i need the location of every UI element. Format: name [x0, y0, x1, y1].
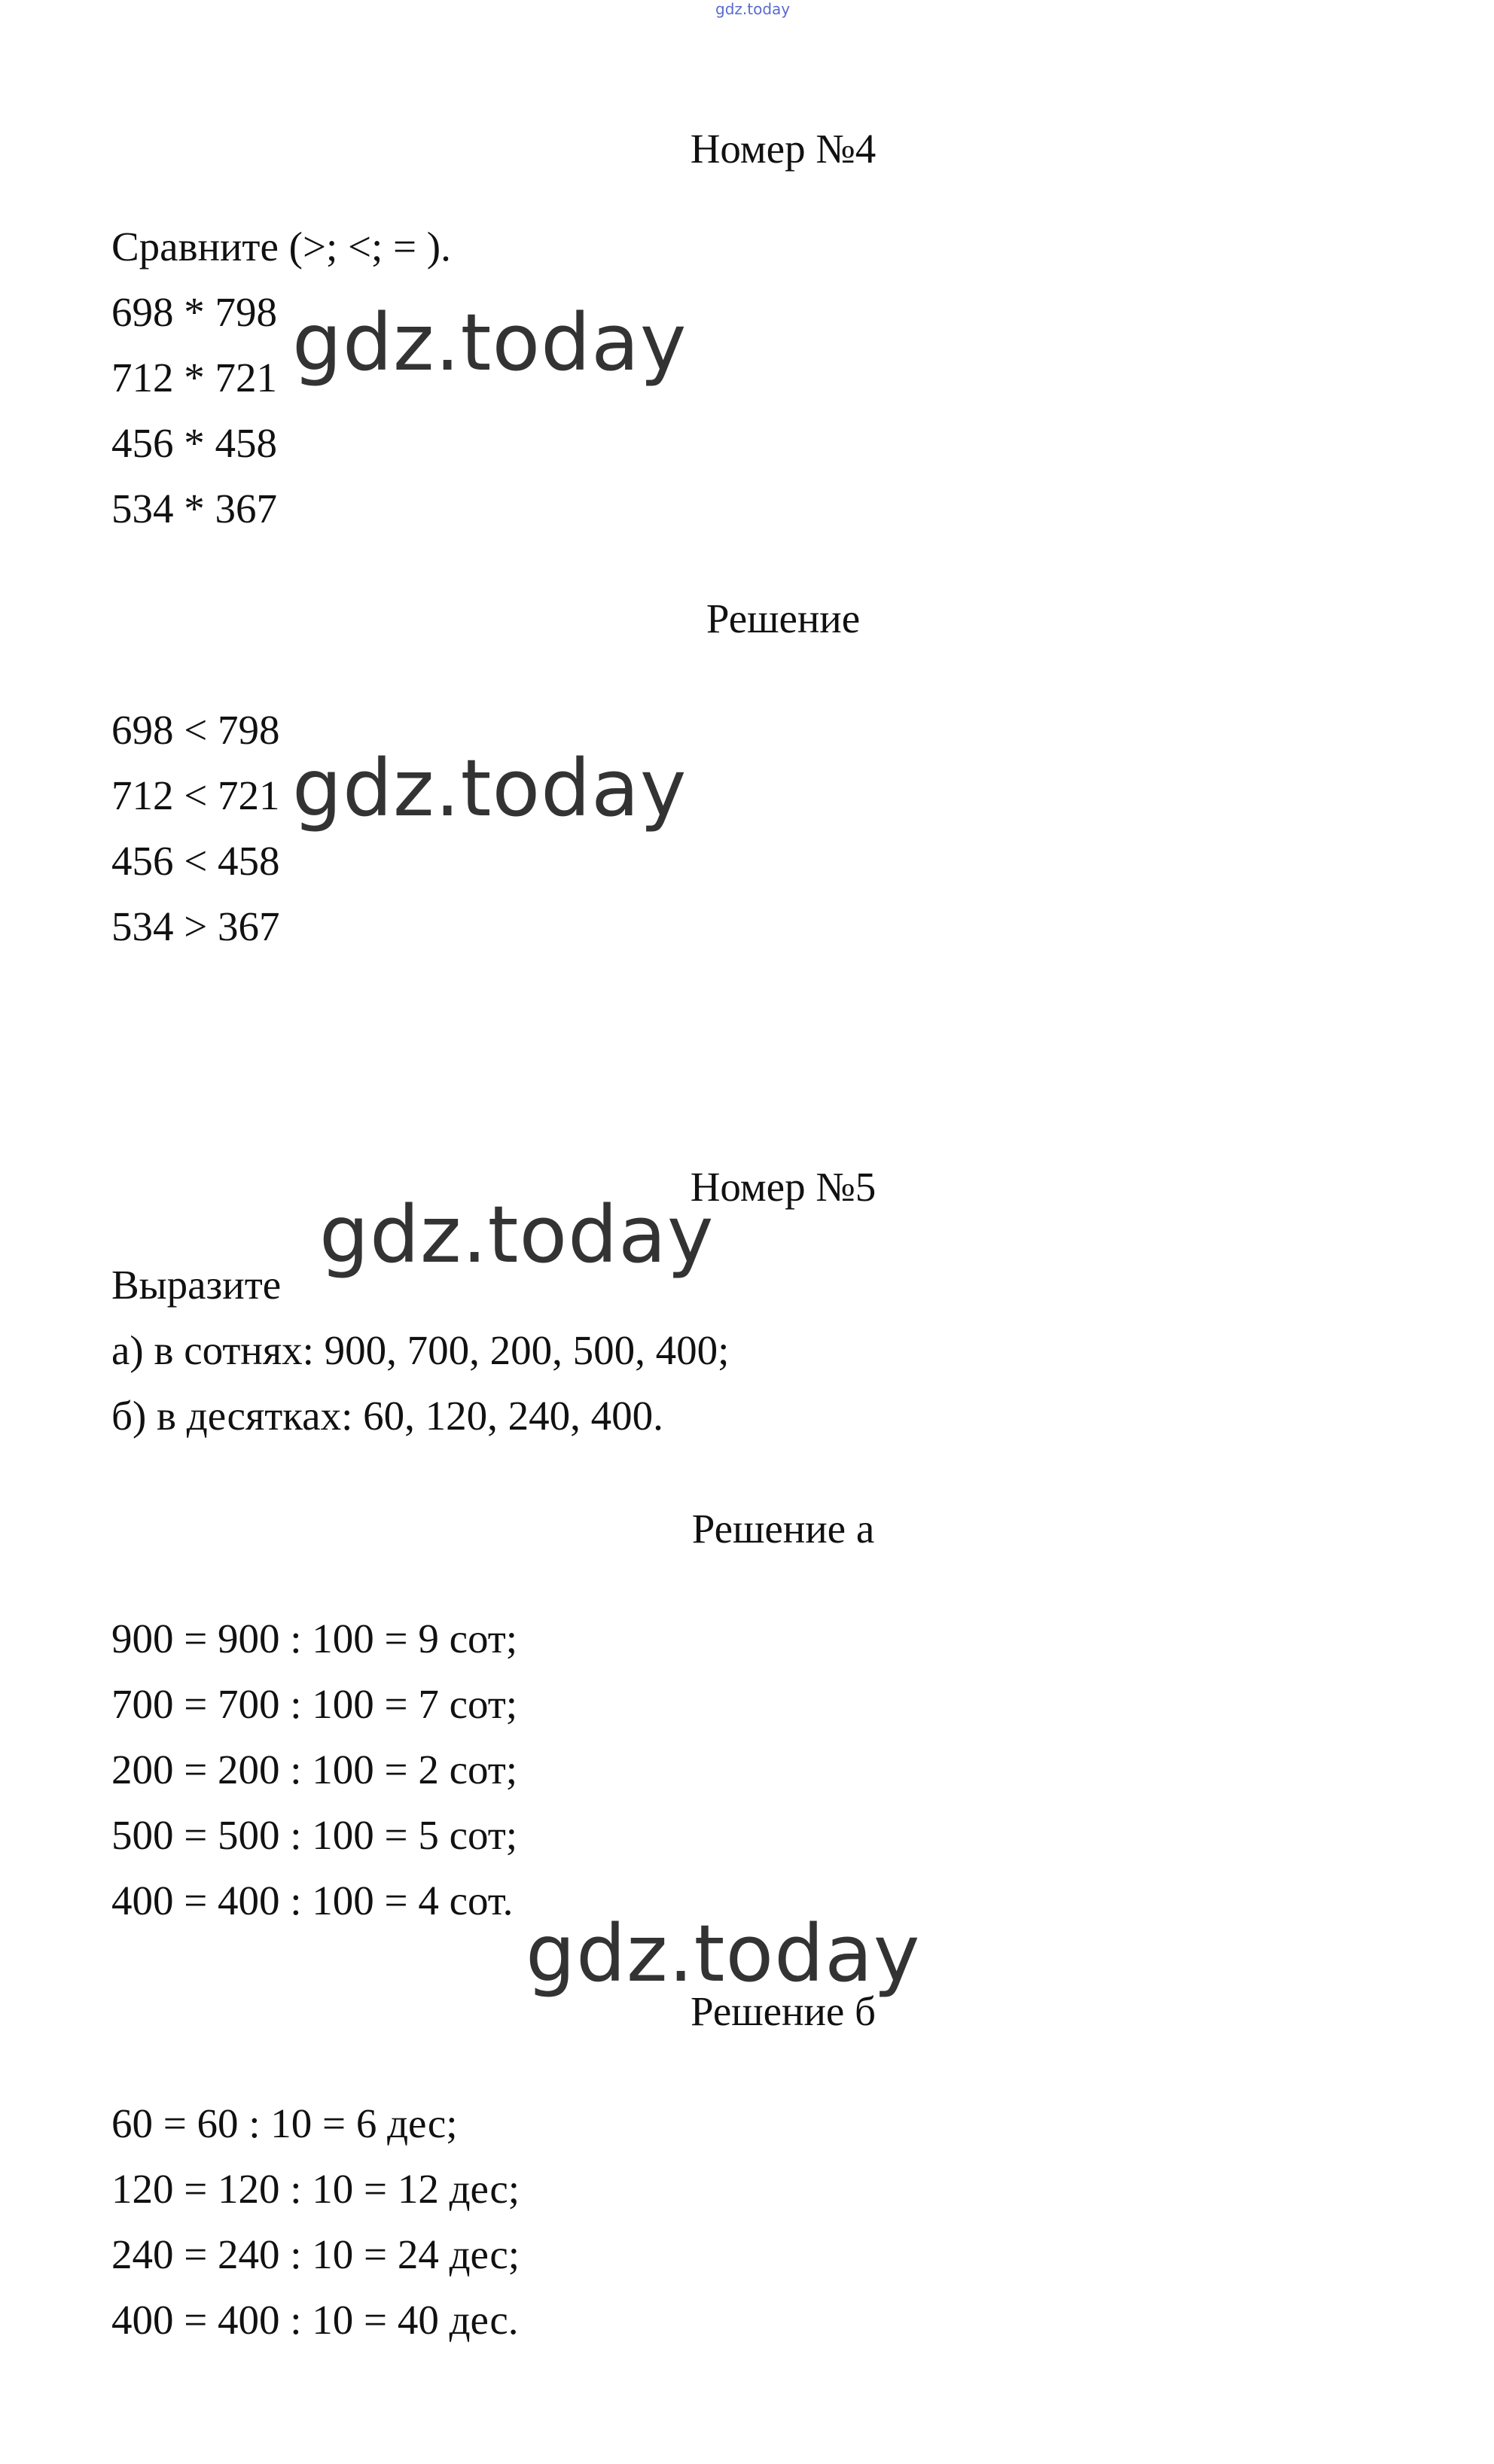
- task4-solution-title: Решение: [706, 595, 861, 641]
- task4-answer: 534 > 367: [111, 903, 280, 949]
- task4-prompt: Сравните (>; <; = ).: [111, 224, 451, 270]
- task5-solution-a-line: 200 = 200 : 100 = 2 сот;: [111, 1747, 518, 1792]
- task4-answer: 712 < 721: [111, 772, 280, 818]
- task5-solution-b-line: 240 = 240 : 10 = 24 дес;: [111, 2231, 520, 2277]
- task5-solution-a-line: 500 = 500 : 100 = 5 сот;: [111, 1812, 518, 1858]
- task5-part-a: а) в сотнях: 900, 700, 200, 500, 400;: [111, 1327, 730, 1373]
- watermark-text: gdz.today: [292, 297, 688, 388]
- task4-answer: 456 < 458: [111, 838, 280, 884]
- task4-item: 456 * 458: [111, 420, 277, 466]
- task5-solution-b-line: 60 = 60 : 10 = 6 дес;: [111, 2100, 458, 2146]
- watermark-text: gdz.today: [292, 742, 688, 834]
- task5-solution-a-title: Решение а: [691, 1506, 875, 1552]
- task5-solution-b-title: Решение б: [690, 1988, 877, 2034]
- task5-solution-b-line: 120 = 120 : 10 = 12 дес;: [111, 2166, 520, 2212]
- task4-item: 698 * 798: [111, 289, 277, 335]
- task5-solution-a-line: 700 = 700 : 100 = 7 сот;: [111, 1681, 518, 1727]
- watermark-text: gdz.today: [319, 1189, 715, 1281]
- task4-answer: 698 < 798: [111, 707, 280, 753]
- task5-title: Номер №5: [690, 1164, 877, 1210]
- task5-solution-a-line: 400 = 400 : 100 = 4 сот.: [111, 1878, 514, 1923]
- task4-title: Номер №4: [690, 126, 877, 172]
- task4-item: 712 * 721: [111, 355, 277, 401]
- task5-solution-b-line: 400 = 400 : 10 = 40 дес.: [111, 2297, 519, 2343]
- task5-part-b: б) в десятках: 60, 120, 240, 400.: [111, 1393, 663, 1439]
- top-watermark: gdz.today: [715, 0, 791, 18]
- watermark-text: gdz.today: [526, 1908, 921, 2000]
- task4-item: 534 * 367: [111, 486, 277, 531]
- task5-prompt: Выразите: [111, 1262, 282, 1308]
- task5-solution-a-line: 900 = 900 : 100 = 9 сот;: [111, 1616, 518, 1661]
